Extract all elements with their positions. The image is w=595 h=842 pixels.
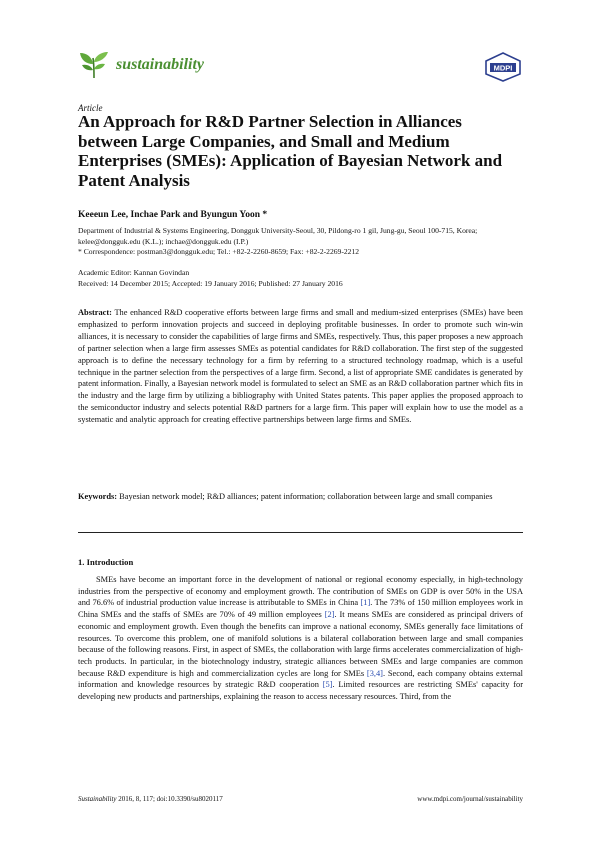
history-dates: Received: 14 December 2015; Accepted: 19 January 2016; Published: 27 January 2016 <box>78 278 343 288</box>
footer-volume: 2016, 8, 117; doi:10.3390/su8020117 <box>116 795 223 803</box>
citation-link[interactable]: [3,4] <box>366 668 383 678</box>
academic-editor: Academic Editor: Kannan Govindan <box>78 268 190 277</box>
intro-text: . Limited resources are restricting SMEs' capacity for developing new products and partnerships, explaining the reason to access necessary resources. Third, from the <box>78 680 523 702</box>
keywords-text: Bayesian network model; R&D alliances; patent information; collaboration between large and small companies <box>119 492 493 501</box>
article-type: Article <box>78 103 103 113</box>
intro-text: . Second, each company obtains external information and knowledge resources by strategic R&D cooperation <box>78 668 523 690</box>
footer-citation <box>78 795 223 803</box>
keywords <box>78 491 523 503</box>
mdpi-logo-icon <box>484 52 522 82</box>
citation-link[interactable]: [2] <box>324 610 335 620</box>
citation-link[interactable]: [1] <box>360 598 371 608</box>
affiliation-1: Department of Industrial & Systems Engineering, Dongguk University-Seoul, 30, Pildong-ro 1 gil, Jung-gu, Seoul 100-715, Korea; kelee@dongguk.edu (K.L.); inchae@dongguk.edu (I.P.) <box>78 226 478 246</box>
intro-text: . It means SMEs are considered as principal drivers of economic and employment growth. Even though the benefits can improve a national economy, SMEs generally face limitations of resources. To overcome this problem, one of manifold solutions is a bilateral collaboration between large and small companies because of the following reasons. First, in aspect of SMEs, the collaboration with large firms accelerates commercialization of high-tech products. In particular, in the biotechnology industry, strategic alliances between SMEs and large companies are common because R&D expenditure is high and commercialization cycles are long for SMEs <box>78 610 523 678</box>
journal-name: sustainability <box>116 56 205 73</box>
section-divider <box>78 532 523 533</box>
authors: Keeeun Lee, Inchae Park and Byungun Yoon * <box>78 210 268 220</box>
abstract-label: Abstract: <box>78 308 112 317</box>
introduction-paragraph <box>78 574 523 703</box>
mdpi-logo-text: MDPI <box>493 63 513 73</box>
paper-title: An Approach for R&D Partner Selection in Alliances between Large Companies, and Small and Medium Enterprises (SMEs): Application of Bayesian Network and Patent Analysis <box>78 112 503 190</box>
section-heading: 1. Introduction <box>78 557 134 567</box>
affiliations <box>78 226 523 258</box>
leaf-logo-icon <box>78 50 110 80</box>
publication-dates <box>78 268 523 289</box>
footer-journal: Sustainability <box>78 795 117 803</box>
intro-text: . The 73% of 150 million employees work in China SMEs and the staffs of SMEs are 70% of 49 million employees <box>78 598 523 620</box>
citation-link[interactable]: [5] <box>322 680 333 690</box>
correspondence: * Correspondence: postman3@dongguk.edu; Tel.: +82-2-2260-8659; Fax: +82-2-2269-2212 <box>78 247 360 257</box>
intro-text: SMEs have become an important force in the development of national or regional economy especially, in high-technology industries from the perspective of economy and employment growth. The contribution of SMEs on GDP is over 50% in the USA and 76.6% of industrial production value increase is attributable to SMEs in China <box>78 575 523 608</box>
footer-url[interactable]: www.mdpi.com/journal/sustainability <box>417 795 523 803</box>
journal-header <box>78 48 522 82</box>
abstract <box>78 307 523 426</box>
abstract-text: The enhanced R&D cooperative efforts between large firms and small and medium-sized enterprises (SMEs) have been emphasized to perform innovation projects and succeed in deploying profitable businesses. In order to promote such win-win alliances, it is necessary to consider the capabilities of large firms and SMEs, respectively. Thus, this paper proposes a new approach of partner selection when a large firm assesses SMEs as potential candidates for R&D collaboration. The first step of the suggested approach is to define the necessary technology for a firm by referring to a structured technology roadmap, which is a useful technique in the partner selection from the perspectives of a large firm. Second, a list of appropriate SME candidates is generated by patent information. Finally, a Bayesian network model is formulated to select an SME as an R&D collaboration partner which fits in the industry and the large firm by utilizing a bibliography with United States patents. This paper applies the proposed approach to the semiconductor industry and selects potential R&D partners for a large firm. This paper will explain how to use the model as a systematic and analytic approach for creating effective partnerships between large firms and SMEs. <box>78 308 523 425</box>
keywords-label: Keywords: <box>78 492 118 501</box>
